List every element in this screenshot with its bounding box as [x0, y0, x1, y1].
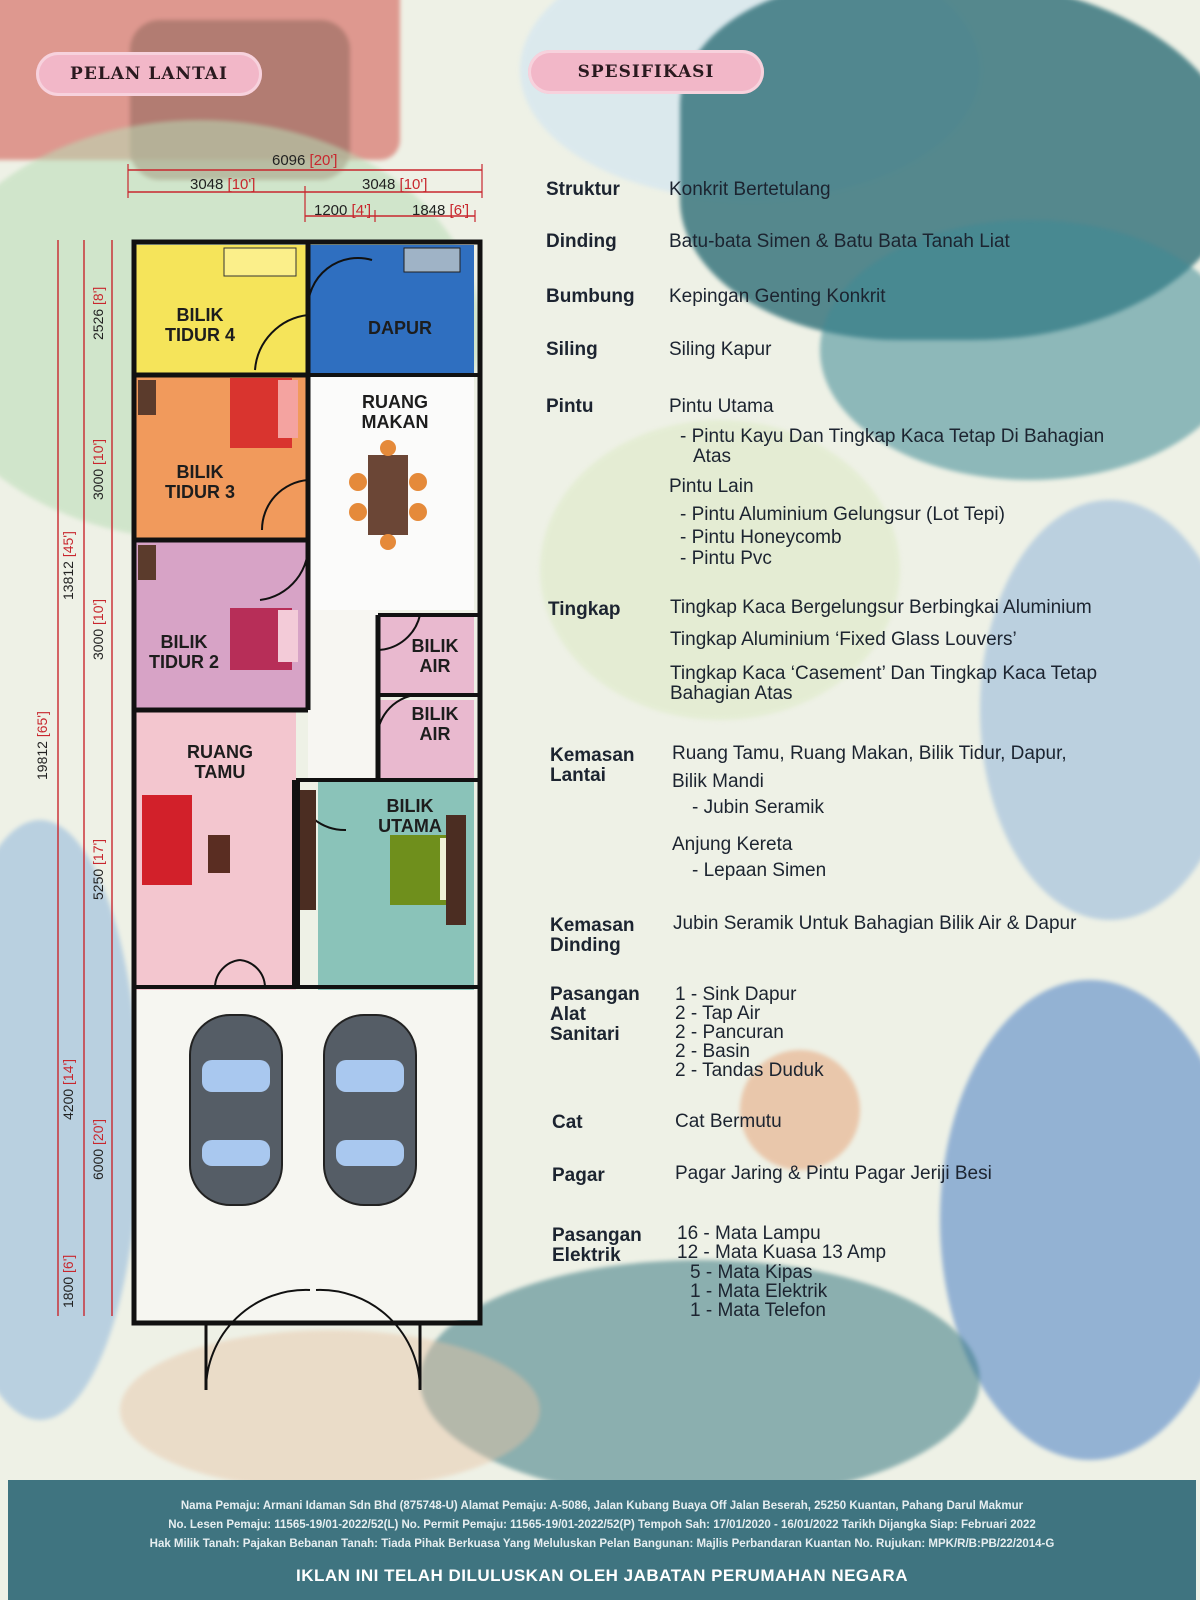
spec-lantai-line: Bilik Mandi [672, 771, 764, 792]
spec-lantai-line: Anjung Kereta [672, 834, 793, 855]
spec-label-pintu: Pintu [546, 396, 594, 417]
spec-sanitari-line: 2 - Tap Air [675, 1003, 761, 1024]
label-bilik-utama: BILIK UTAMA [378, 796, 442, 836]
spec-kemasan-dinding-line: Jubin Seramik Untuk Bahagian Bilik Air & Dapur [673, 913, 1077, 934]
label-bilik-air-1: BILIK AIR [411, 636, 459, 676]
dim-porch-depth: 6000 [20'] [90, 1118, 106, 1180]
spec-tingkap-line: Tingkap Aluminium ‘Fixed Glass Louvers’ [670, 629, 1017, 650]
spec-label-tingkap: Tingkap [548, 599, 621, 620]
dim-house-length: 13812 [45'] [60, 531, 76, 600]
spec-elektrik-line: 16 - Mata Lampu [677, 1223, 821, 1244]
dim-right-width: 3048 [10'] [362, 176, 428, 193]
dim-porch-length: 4200 [14'] [60, 1058, 76, 1120]
label-bilik-air-2: BILIK AIR [411, 704, 459, 744]
spec-label-siling: Siling [546, 339, 598, 360]
footer-land-info: Hak Milik Tanah: Pajakan Bebanan Tanah: Tiada Pihak Berkuasa Yang Meluluskan Pelan Bangunan: Majlis Perbandaran Kuantan No. Rujukan: MPK/R/B:PB/22/2014-G [149, 1538, 1055, 1550]
spec-header [528, 50, 764, 94]
spec-label-struktur: Struktur [546, 179, 620, 200]
dim-bt4-length: 2526 [8'] [90, 286, 106, 340]
footer-bar [8, 1480, 1196, 1600]
spec-elektrik-line: 1 - Mata Telefon [690, 1300, 826, 1321]
spec-bumbung-line: Kepingan Genting Konkrit [669, 286, 886, 307]
footer-approval-notice: IKLAN INI TELAH DILULUSKAN OLEH JABATAN PERUMAHAN NEGARA [296, 1566, 908, 1585]
dim-overall-length: 19812 [65'] [34, 711, 50, 780]
spec-lantai-line: - Jubin Seramik [692, 797, 824, 818]
spec-pintu-line: - Pintu Honeycomb [680, 527, 842, 548]
spec-pintu-line: Pintu Utama [669, 396, 774, 417]
spec-pintu-line: - Pintu Aluminium Gelungsur (Lot Tepi) [680, 504, 1005, 525]
spec-label-bumbung: Bumbung [546, 286, 635, 307]
spec-struktur-line: Konkrit Bertetulang [669, 179, 831, 200]
dim-bt2-length: 3000 [10'] [90, 598, 106, 660]
spec-elektrik-line: 12 - Mata Kuasa 13 Amp [677, 1242, 887, 1263]
spec-lantai-line: Ruang Tamu, Ruang Makan, Bilik Tidur, Dapur, [672, 743, 1067, 764]
spec-header-label: SPESIFIKASI [577, 62, 715, 82]
spec-label-dinding: Dinding [546, 231, 617, 252]
spec-sanitari-line: 2 - Tandas Duduk [675, 1060, 824, 1081]
spec-label-cat: Cat [552, 1112, 583, 1133]
label-bilik-tidur-2: BILIK TIDUR 2 [148, 632, 219, 672]
spec-label-pagar: Pagar [552, 1165, 605, 1186]
dim-bt3-length: 3000 [10'] [90, 438, 106, 500]
spec-pintu-line: - Pintu Pvc [680, 548, 772, 569]
label-ruang-makan: RUANG MAKAN [361, 392, 429, 432]
spec-dinding-line: Batu-bata Simen & Batu Bata Tanah Liat [669, 231, 1010, 252]
dim-sub-a: 1200 [4'] [314, 202, 372, 219]
spec-pagar-line: Pagar Jaring & Pintu Pagar Jeriji Besi [675, 1163, 992, 1184]
footer-developer-info: Nama Pemaju: Armani Idaman Sdn Bhd (875748-U) Alamat Pemaju: A-5086, Jalan Kubang Buaya Off Jalan Beserah, 25250 Kuantan, Pahang Darul Makmur [180, 1500, 1024, 1512]
spec-pintu-line: - Pintu Kayu Dan Tingkap Kaca Tetap Di Bahagian [680, 426, 1105, 447]
spec-sanitari-line: 2 - Pancuran [675, 1022, 784, 1043]
label-bilik-tidur-4: BILIK TIDUR 4 [164, 305, 235, 345]
spec-label-kemasan-dinding: Kemasan Dinding [550, 915, 635, 956]
dim-tamu-length: 5250 [17'] [90, 838, 106, 900]
spec-sanitari-line: 2 - Basin [675, 1041, 750, 1062]
label-bilik-tidur-3: BILIK TIDUR 3 [164, 462, 235, 502]
spec-siling-line: Siling Kapur [669, 339, 772, 360]
spec-tingkap-line: Bahagian Atas [670, 683, 793, 704]
spec-lantai-line: - Lepaan Simen [692, 860, 827, 881]
dim-total-width: 6096 [20'] [272, 152, 338, 169]
spec-elektrik-line: 5 - Mata Kipas [690, 1262, 813, 1283]
spec-pintu-line: Atas [693, 446, 732, 467]
label-ruang-tamu: RUANG TAMU [187, 742, 253, 782]
dim-left-width: 3048 [10'] [190, 176, 256, 193]
plan-header-label: PELAN LANTAI [70, 64, 228, 84]
spec-tingkap-line: Tingkap Kaca Bergelungsur Berbingkai Aluminium [670, 597, 1092, 618]
spec-label-kemasan-lantai: Kemasan Lantai [550, 745, 635, 786]
dim-sub-b: 1848 [6'] [412, 202, 470, 219]
spec-pintu-line: Pintu Lain [669, 476, 754, 497]
dim-front-length: 1800 [6'] [60, 1254, 76, 1308]
plan-header [36, 52, 262, 96]
spec-tingkap-line: Tingkap Kaca ‘Casement’ Dan Tingkap Kaca Tetap [670, 663, 1098, 684]
spec-elektrik-line: 1 - Mata Elektrik [690, 1281, 828, 1302]
spec-cat-line: Cat Bermutu [675, 1111, 782, 1132]
spec-sanitari-line: 1 - Sink Dapur [675, 984, 797, 1005]
label-dapur: DAPUR [367, 318, 432, 338]
spec-label-elektrik: Pasangan Elektrik [552, 1225, 642, 1266]
footer-license-info: No. Lesen Pemaju: 11565-19/01-2022/52(L) No. Permit Pemaju: 11565-19/01-2022/52(P) Tempoh Sah: 17/01/2020 - 16/01/2022 Tarikh Dijangka Siap: Februari 2022 [168, 1519, 1036, 1531]
spec-label-sanitari: Pasangan Alat Sanitari [550, 984, 640, 1045]
